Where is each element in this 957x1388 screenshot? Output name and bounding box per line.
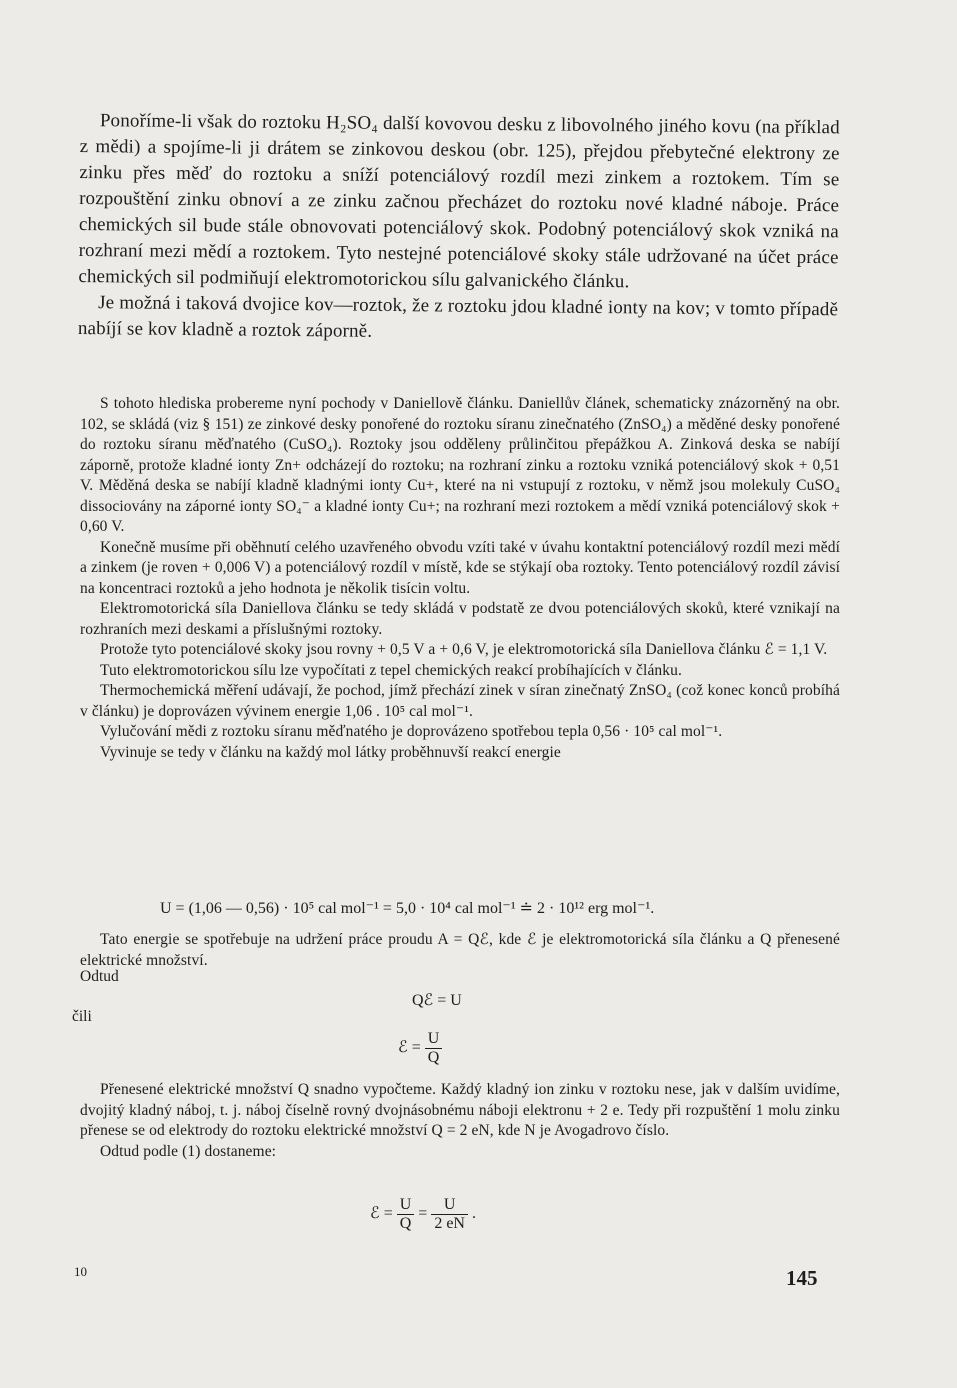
charge-section (80, 1080, 840, 1162)
numerator: U (431, 1196, 468, 1215)
final-equation (370, 1196, 476, 1233)
odtud-label: Odtud (80, 968, 119, 985)
paragraph: Elektromotorická síla Daniellova článku se tedy skládá v podstatě ze dvou potenciálových skoků, které vznikají na rozhraních mezi deskami a příslušnými roztoky. (80, 600, 840, 638)
paragraph: S tohoto hlediska probereme nyní pochody v Daniellově článku. Daniellův článek, schematicky znázorněný na obr. 102, se skládá (viz § 151) ze zinkové desky ponořené do roztoku síranu zinečnatého (ZnSO₄) a měděné desky ponořené do roztoku síranu měďnatého (CuSO₄). Roztoky jsou odděleny průlinčitou přepážkou A. Zinková deska se nabíjí záporně, protože kladné ionty Zn+ odcházejí do roztoku; na rozhraní zinku a roztoku vzniká potenciálový skok + 0,51 V. Měděná deska se nabíjí kladně kladnými ionty Cu+, které na ni vstupují z roztoku, v němž jsou molekuly CuSO₄ dissociovány na záporné ionty SO₄⁻ a kladné ionty Cu+; na rozhraní mezi roztokem a mědí vzniká potenciálový skok + 0,60 V. (80, 395, 840, 535)
paragraph: Přenesené elektrické množství Q snadno vypočteme. Každý kladný ion zinku v roztoku nese, jak v dalším uvidíme, dvojitý kladný náboj, t. j. náboj číselně rovný dvojnásobnému náboji elektronu + 2 e. Tedy při rozpuštění 1 molu zinku přenese se od elektrody do roztoku elektrické množství Q = 2 eN, kde N je Avogadrovo číslo. (80, 1081, 840, 1139)
paragraph: Protože tyto potenciálové skoky jsou rovny + 0,5 V a + 0,6 V, je elektromotorická síla Daniellova článku ℰ = 1,1 V. (100, 641, 828, 658)
final-period: . (471, 1205, 476, 1223)
paragraph: Odtud podle (1) dostaneme: (100, 1142, 277, 1160)
intro-text (78, 108, 840, 349)
numerator: U (425, 1030, 443, 1049)
work-paragraph (80, 930, 840, 971)
denominator: Q (427, 1049, 440, 1066)
denominator: Q (399, 1215, 412, 1232)
emf-equation (398, 1030, 442, 1067)
fraction (397, 1196, 415, 1233)
emf-lhs: ℰ = (398, 1039, 421, 1057)
cili-label: čili (72, 1008, 92, 1025)
paragraph: Konečně musíme při oběhnutí celého uzavřeného obvodu vzíti také v úvahu kontaktní potenciálový rozdíl mezi mědí a zinkem (je roven + 0,006 V) a potenciálový rozdíl v místě, kde se stýkají oba roztoky. Tento potenciálový rozdíl závisí na koncentraci roztoků a jeho hodnota je několik tisícin voltu. (80, 538, 840, 597)
energy-equation: U = (1,06 — 0,56) · 10⁵ cal mol⁻¹ = 5,0 · 10⁴ cal mol⁻¹ ≐ 2 · 10¹² erg mol⁻¹. (160, 900, 655, 917)
fraction (425, 1030, 443, 1067)
final-lhs: ℰ = (370, 1205, 393, 1223)
denominator: 2 eN (434, 1215, 465, 1232)
paragraph: Thermochemická měření udávají, že pochod, jímž přechází zinek v síran zinečnatý ZnSO₄ (což konec konců probíhá v článku) je doprovázen vývinem energie 1,06 . 10⁵ cal mol⁻¹. (80, 682, 840, 720)
paragraph: Vyvinuje se tedy v článku na každý mol látky proběhnuvší reakcí energie (100, 743, 561, 761)
fraction (431, 1196, 468, 1233)
equals-sign: = (418, 1205, 428, 1223)
signature-mark: 10 (74, 1264, 87, 1279)
paragraph: Ponoříme-li však do roztoku H₂SO₄ další kovovou desku z libovolného jiného kovu (na příklad z mědi) a spojíme-li ji drátem se zinkovou deskou (obr. 125), přejdou přebytečné elektrony ze zinku přes měď do roztoku a sníží potenciálový rozdíl mezi zinkem a roztokem. Tím se rozpouštění zinku obnoví a ze zinku začnou přecházet do roztoku nové kladné náboje. Práce chemických sil bude stále obnovovati potenciálový skok. Podobný potenciálový skok vzniká na rozhraní mezi mědí a roztokem. Tyto nestejné potenciálové skoky stále udržované na účet práce chemických sil podmiňují elektromotorickou sílu galvanického článku. (78, 110, 840, 293)
paragraph: Tato energie se spotřebuje na udržení práce proudu A = Qℰ, kde ℰ je elektromotorická síla článku a Q přenesené elektrické množství. (80, 931, 840, 969)
page-number: 145 (786, 1266, 818, 1290)
paragraph: Je možná i taková dvojice kov—roztok, že z roztoku jdou kladné ionty na kov; v tomto případě nabíjí se kov kladně a roztok záporně. (77, 292, 839, 342)
numerator: U (397, 1196, 415, 1215)
daniell-section (80, 394, 840, 763)
paragraph: Tuto elektromotorickou sílu lze vypočítati z tepel chemických reakcí probíhajících v článku. (100, 661, 682, 679)
work-equation: Qℰ = U (412, 992, 462, 1009)
paragraph: Vylučování mědi z roztoku síranu měďnatého je doprovázeno spotřebou tepla 0,56 · 10⁵ cal mol⁻¹. (100, 723, 723, 740)
